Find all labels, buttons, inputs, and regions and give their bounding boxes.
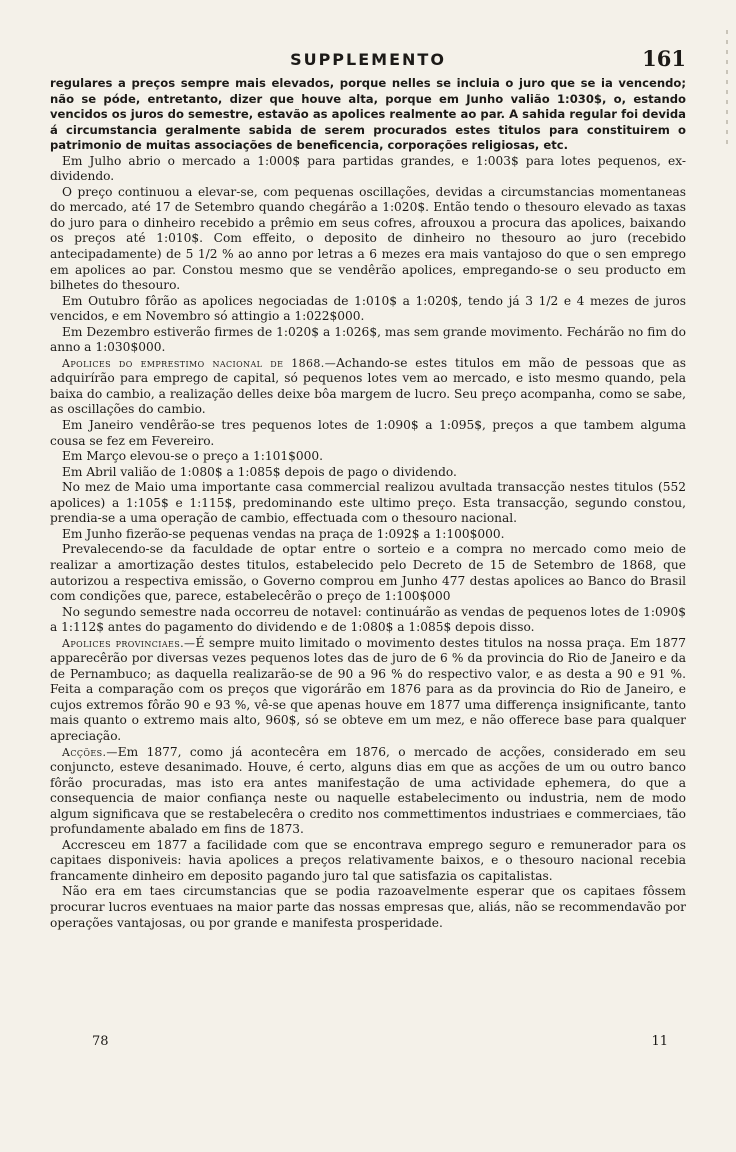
sheet-number: 11 bbox=[651, 1034, 668, 1049]
paragraph: No mez de Maio uma importante casa commercial realizou avultada transacção nestes titulos (552 apolices) a 1:105$ e 1:115$, predominando este ultimo preço. Esta transacção, segundo constou, prendia-se a uma operação de cambio, effectuada com o thesouro nacional. bbox=[50, 480, 686, 526]
paragraph: Accresceu em 1877 a facilidade com que se encontrava emprego seguro e remunerador para os capitaes disponiveis: havia apolices a preços relativamente baixos, e o thesouro nacional recebia francamente dinheiro em deposito pagando juro tal que satisfazia os capitalistas. bbox=[50, 837, 686, 883]
section-label-emprestimo: Apolices do emprestimo nacional de 1868.— bbox=[62, 356, 337, 370]
page-edge-mark bbox=[726, 30, 728, 150]
section-label-accoes: Acções.— bbox=[62, 745, 118, 759]
paragraph: Prevalecendo-se da faculdade de optar entre o sorteio e a compra no mercado como meio de realizar a amortização destes titulos, estabelecido pelo Decreto de 15 de Setembro de 1868, que autorizou a respectiva emissão, o Governo comprou em Junho 477 destas apolices ao Banco do Brasil com condições que, parece, estabelecêrão o preço de 1:100$000 bbox=[50, 542, 686, 604]
paragraph: Em Março elevou-se o preço a 1:101$000. bbox=[62, 449, 324, 464]
paragraph-text: Achando-se estes titulos em mão de pessoas que as adquirírão para emprego de capital, só pequenos lotes vem ao mercado, e isto mesmo quando, pela baixa do cambio, a realização delles deixe bôa margem de lucro. Seu preço acompanha, como se sabe, as oscillações do cambio. bbox=[50, 355, 686, 417]
paragraph: No segundo semestre nada occorreu de notavel: continuárão as vendas de pequenos lotes de 1:090$ a 1:112$ antes do pagamento do dividendo e de 1:080$ a 1:085$ depois disso. bbox=[50, 604, 686, 635]
paragraph: Em Junho fizerão-se pequenas vendas na praça de 1:092$ a 1:100$000. bbox=[62, 526, 505, 541]
paragraph-section bbox=[50, 636, 686, 745]
paragraph: Em Julho abrio o mercado a 1:000$ para partidas grandes, e 1:003$ para lotes pequenos, ex-dividendo. bbox=[50, 153, 686, 184]
document-page bbox=[50, 42, 686, 1122]
paragraph-section bbox=[50, 356, 686, 418]
paragraph-section bbox=[50, 745, 686, 838]
paragraph: regulares a preços sempre mais elevados, porque nelles se incluia o juro que se ia vencendo; não se póde, entretanto, dizer que houve alta, porque em Junho valião 1:030$, o, estando vencidos os juros do semestre, estavão as apolices realmente ao par. A sahida regular foi devida á circumstancia geralmente sabida de serem procurados estes titulos para constituirem o patrimonio de muitas associações de beneficencia, corporações religiosas, etc. bbox=[50, 76, 686, 153]
paragraph: Em Outubro fôrão as apolices negociadas de 1:010$ a 1:020$, tendo já 3 1/2 e 4 mezes de juros vencidos, e em Novembro só attingio a 1:022$000. bbox=[50, 293, 686, 324]
signature-mark: 78 bbox=[92, 1034, 109, 1049]
paragraph-text: É sempre muito limitado o movimento destes titulos na nossa praça. Em 1877 apparecêrão por diversas vezes pequenos lotes das de juro de 6 % da provincia do Rio de Janeiro e da de Pernambuco; as daquella realizarão-se de 90 a 96 % do respectivo valor, e as desta a 90 e 91 %. Feita a comparação com os preços que vigorárão em 1876 para as da provincia do Rio de Janeiro, e cujos extremos fôrão 90 e 93 %, vê-se que apenas houve em 1877 uma differença insignificante, tanto mais quanto o extremo mais alto, 960$, só se obteve em um mez, e não offerece base para qualquer apreciação. bbox=[50, 635, 687, 743]
page-number: 161 bbox=[642, 46, 686, 71]
paragraph: Não era em taes circumstancias que se podia razoavelmente esperar que os capitaes fôssem procurar lucros eventuaes na maior parte das nossas empresas que, aliás, não se recommendavão por operações vantajosas, ou por grande e manifesta prosperidade. bbox=[50, 884, 686, 930]
running-title: SUPPLEMENTO bbox=[290, 50, 446, 69]
paragraph-text: Em 1877, como já acontecêra em 1876, o mercado de acções, considerado em seu conjuncto, esteve desanimado. Houve, é certo, alguns dias em que as acções de um ou outro banco fôrão procuradas, mas isto era antes manifestação de uma actividade ephemera, do que a consequencia de maior confiança neste ou naquelle estabelecimento ou industria, nem de modo algum significava que se restabelecêra o credito nos commettimentos industriaes e commerciaes, tão profundamente abalado em fins de 1873. bbox=[50, 744, 686, 837]
paragraph: Em Abril valião de 1:080$ a 1:085$ depois de pago o dividendo. bbox=[62, 464, 457, 479]
paragraph: Em Janeiro vendêrão-se tres pequenos lotes de 1:090$ a 1:095$, preços a que tambem alguma cousa se fez em Fevereiro. bbox=[50, 418, 686, 448]
section-label-provinciaes: Apolices provinciaes.— bbox=[62, 636, 196, 650]
paragraph: O preço continuou a elevar-se, com pequenas oscillações, devidas a circumstancias momentaneas do mercado, até 17 de Setembro quando chegárão a 1:020$. Então tendo o thesouro elevado as taxas do juro para o dinheiro recebido a prêmio em seus cofres, afrouxou a procura das apolices, baixando os preços até 1:010$. Com effeito, o deposito de dinheiro no thesouro ao juro (recebido antecipadamente) de 5 1/2 % ao anno por letras a 6 mezes era mais vantajoso do que o sen emprego em apolices ao par. Constou mesmo que se vendêrão apolices, empregando-se o seu producto em bilhetes do thesouro. bbox=[50, 184, 686, 293]
page-header bbox=[50, 42, 686, 76]
paragraph: Em Dezembro estiverão firmes de 1:020$ a 1:026$, mas sem grande movimento. Fechárão no fim do anno a 1:030$000. bbox=[50, 324, 686, 355]
body-text bbox=[50, 76, 686, 931]
page-footer bbox=[50, 1034, 686, 1052]
